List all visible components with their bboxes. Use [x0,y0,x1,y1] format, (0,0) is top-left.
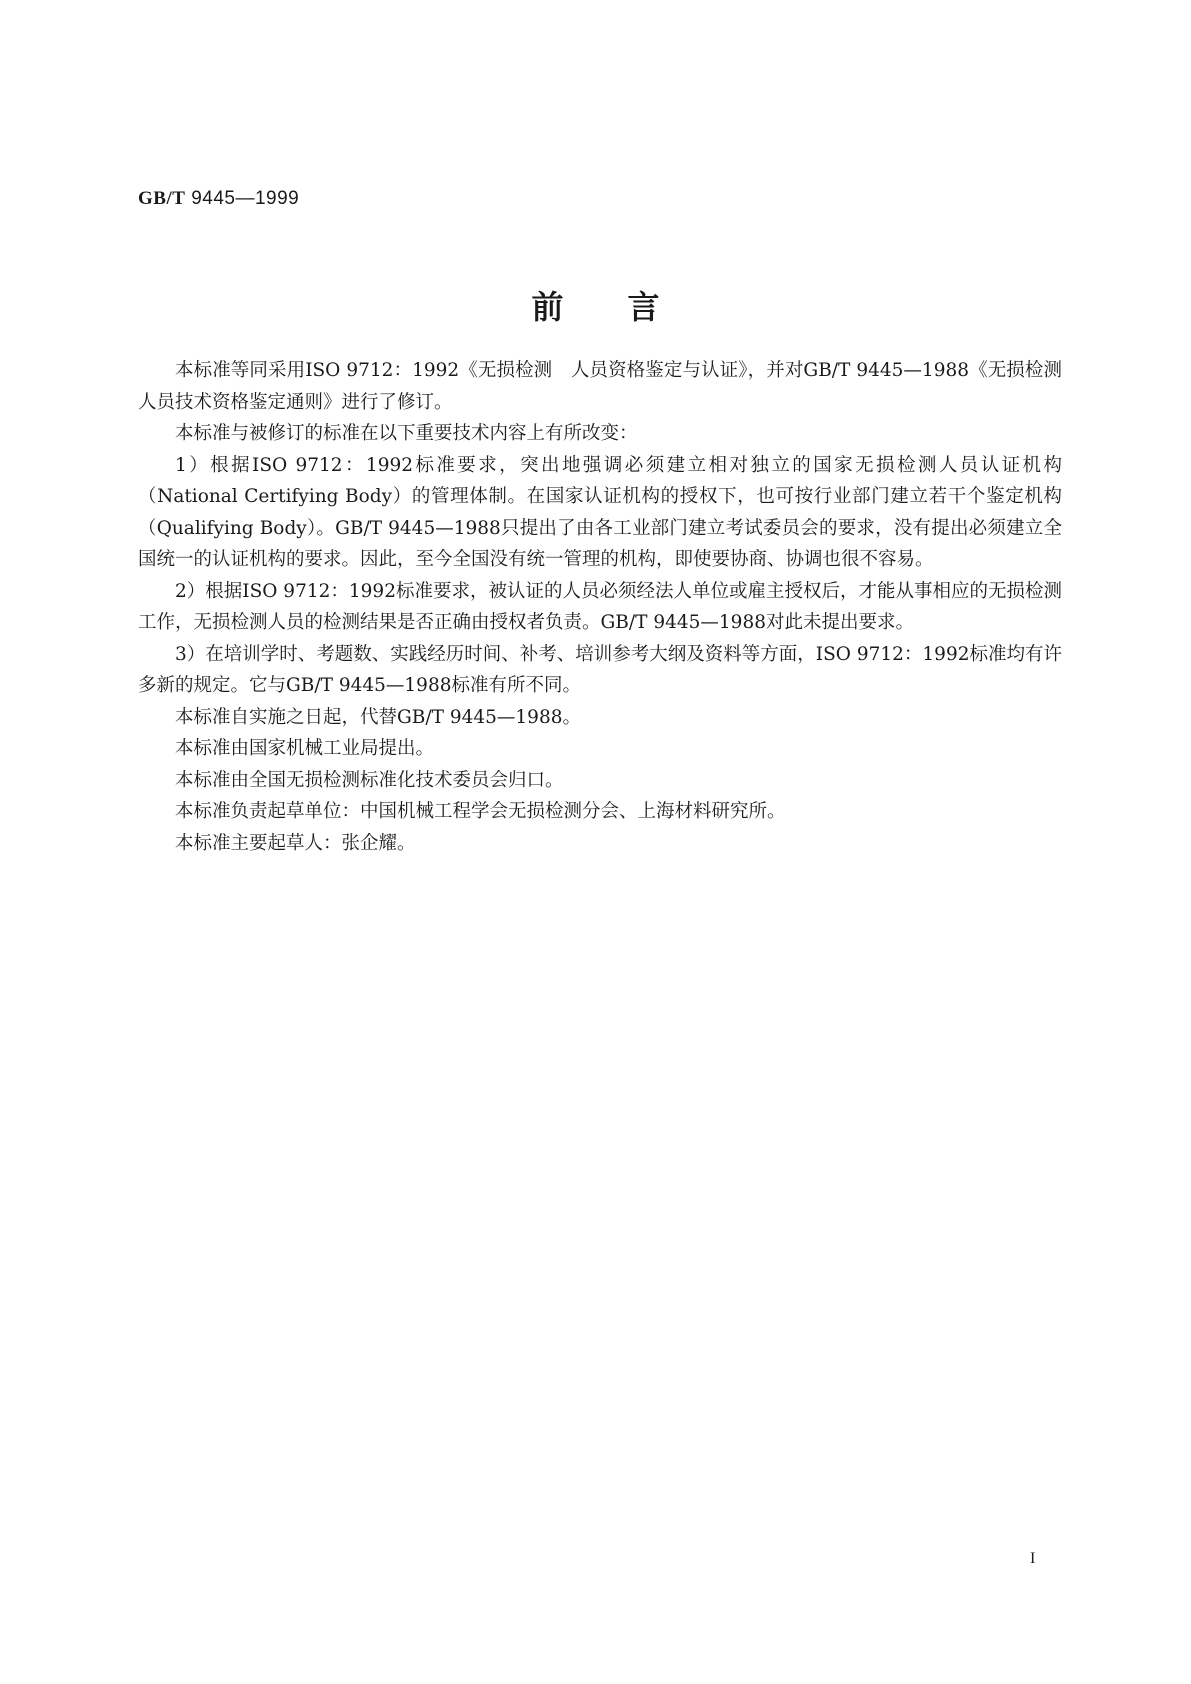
page-number: I [1030,1550,1036,1567]
standard-code-header [138,188,299,210]
paragraph-changes-intro: 本标准与被修订的标准在以下重要技术内容上有所改变： [175,423,638,444]
paragraph-change-2: 2）根据ISO 9712：1992标准要求，被认证的人员必须经法人单位或雇主授权后，才能从事相应的无损检测工作，无损检测人员的检测结果是否正确由授权者负责。GB/T 9445—1988对此未提出要求。 [138,580,1062,633]
paragraph-committee: 本标准由全国无损检测标准化技术委员会归口。 [175,769,564,791]
paragraph-drafting-units: 本标准负责起草单位：中国机械工程学会无损检测分会、上海材料研究所。 [175,801,786,822]
page-title: 前言 [531,288,724,326]
paragraph-replacement: 本标准自实施之日起，代替GB/T 9445—1988。 [175,706,581,728]
paragraph-drafter: 本标准主要起草人：张企耀。 [175,832,416,854]
paragraph-change-1: 1）根据ISO 9712：1992标准要求，突出地强调必须建立相对独立的国家无损检测人员认证机构（National Certifying Body）的管理体制。在国家认证机构的授权下，也可按行业部门建立若干个鉴定机构（Qualifying Body）。GB/T 9445—1988只提出了由各工业部门建立考试委员会的要求，没有提出必须建立全国统一的认证机构的要求。因此，至今全国没有统一管理的机构，即使要协商、协调也很不容易。 [138,454,1062,570]
standard-number: 9445—1999 [191,188,300,209]
paragraph-proposer: 本标准由国家机械工业局提出。 [175,738,435,759]
standard-prefix: GB/T [138,188,186,209]
paragraph-change-3: 3）在培训学时、考题数、实践经历时间、补考、培训参考大纲及资料等方面，ISO 9712：1992标准均有许多新的规定。它与GB/T 9445—1988标准有所不同。 [138,643,1062,696]
foreword-body [138,355,1062,859]
paragraph-adoption: 本标准等同采用ISO 9712：1992《无损检测 人员资格鉴定与认证》，并对GB/T 9445—1988《无损检测人员技术资格鉴定通则》进行了修订。 [138,360,1062,413]
